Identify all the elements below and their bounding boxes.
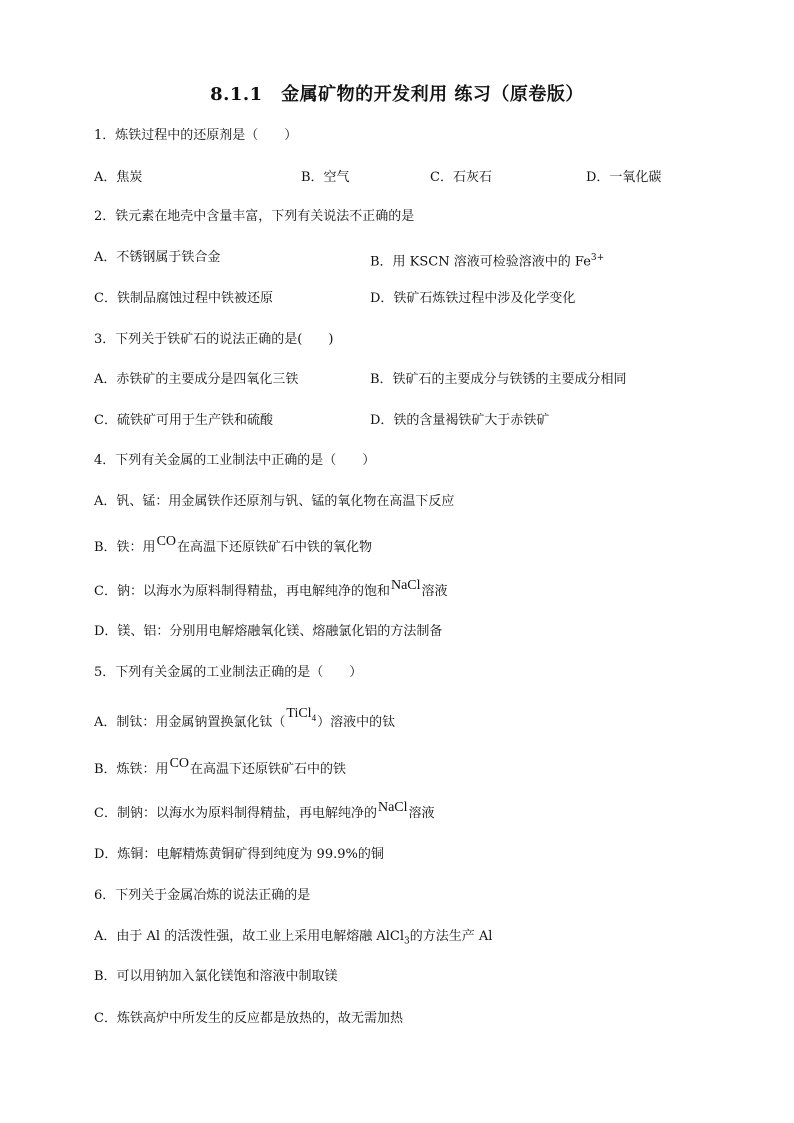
option-text: B．铁：用 bbox=[94, 540, 156, 555]
question-2-option-a: A．不锈钢属于铁合金 bbox=[94, 250, 221, 265]
option-text: B．用 KSCN 溶液可检验溶液中的 Fe bbox=[370, 254, 591, 270]
subscript: 3 bbox=[403, 936, 410, 947]
option-text: C．钠：以海水为原料制得精盐，再电解纯净的饱和 bbox=[94, 584, 390, 599]
option-text: ）溶液中的钛 bbox=[317, 715, 396, 730]
question-4-option-a: A．钒、锰：用金属铁作还原剂与钒、锰的氧化物在高温下反应 bbox=[94, 494, 455, 509]
question-2-option-d: D．铁矿石炼铁过程中涉及化学变化 bbox=[370, 291, 576, 306]
question-3-option-d: D．铁的含量褐铁矿大于赤铁矿 bbox=[370, 413, 550, 428]
option-text: 溶液 bbox=[421, 584, 448, 599]
option-text: 在高温下还原铁矿石中的铁 bbox=[190, 762, 347, 777]
formula: NaCl bbox=[390, 578, 421, 593]
option-text: A．制钛：用金属钠置换氯化钛（ bbox=[94, 715, 286, 730]
option-text: 的方法生产 Al bbox=[409, 929, 493, 944]
question-2-stem: 2．铁元素在地壳中含量丰富，下列有关说法不正确的是 bbox=[94, 209, 415, 224]
question-5-option-c bbox=[94, 800, 435, 824]
question-5-stem: 5．下列有关金属的工业制法正确的是（ ） bbox=[94, 665, 363, 680]
question-1-option-b: B．空气 bbox=[301, 170, 350, 185]
subscript: 4 bbox=[311, 712, 317, 723]
question-5-option-b bbox=[94, 756, 347, 780]
superscript: 3+ bbox=[590, 253, 605, 263]
question-1-option-a: A．焦炭 bbox=[94, 170, 143, 185]
option-text: 在高温下还原铁矿石中铁的氧化物 bbox=[177, 540, 373, 555]
question-1-option-c: C．石灰石 bbox=[430, 170, 492, 185]
option-text: A．由于 Al 的活泼性强，故工业上采用电解熔融 AlCl bbox=[94, 929, 404, 944]
question-6-option-a bbox=[94, 927, 492, 952]
question-4-stem: 4．下列有关金属的工业制法中正确的是（ ） bbox=[94, 453, 376, 468]
formula bbox=[285, 706, 317, 721]
question-6-option-b: B．可以用钠加入氯化镁饱和溶液中制取镁 bbox=[94, 969, 338, 984]
question-2-option-c: C．铁制品腐蚀过程中铁被还原 bbox=[94, 291, 273, 306]
option-text: 溶液 bbox=[408, 806, 435, 821]
question-1-option-d: D．一氧化碳 bbox=[586, 170, 662, 185]
question-6-option-c: C．炼铁高炉中所发生的反应都是放热的，故无需加热 bbox=[94, 1011, 403, 1026]
question-2-option-b bbox=[370, 248, 604, 272]
option-text: B．炼铁：用 bbox=[94, 762, 169, 777]
question-3-option-b: B．铁矿石的主要成分与铁锈的主要成分相同 bbox=[370, 372, 627, 387]
document-title: 8.1.1 金属矿物的开发利用 练习（原卷版） bbox=[210, 84, 584, 105]
question-3-stem: 3．下列关于铁矿石的说法正确的是( ) bbox=[94, 332, 334, 347]
question-3-option-c: C．硫铁矿可用于生产铁和硫酸 bbox=[94, 413, 273, 428]
formula: NaCl bbox=[377, 800, 408, 815]
question-4-option-d: D．镁、铝：分别用电解熔融氧化镁、熔融氯化铝的方法制备 bbox=[94, 624, 443, 639]
question-5-option-d: D．炼铜：电解精炼黄铜矿得到纯度为 99.9%的铜 bbox=[94, 847, 384, 862]
question-4-option-b bbox=[94, 534, 373, 558]
question-4-option-c bbox=[94, 578, 448, 602]
question-6-stem: 6．下列关于金属冶炼的说法正确的是 bbox=[94, 888, 311, 903]
formula: CO bbox=[169, 756, 190, 771]
option-text: C．制钠：以海水为原料制得精盐，再电解纯净的 bbox=[94, 806, 377, 821]
formula-text: TiCl bbox=[286, 706, 312, 721]
question-1-stem: 1．炼铁过程中的还原剂是（ ） bbox=[94, 128, 298, 143]
formula: CO bbox=[156, 534, 177, 549]
question-3-option-a: A．赤铁矿的主要成分是四氧化三铁 bbox=[94, 372, 299, 387]
question-5-option-a bbox=[94, 706, 396, 737]
